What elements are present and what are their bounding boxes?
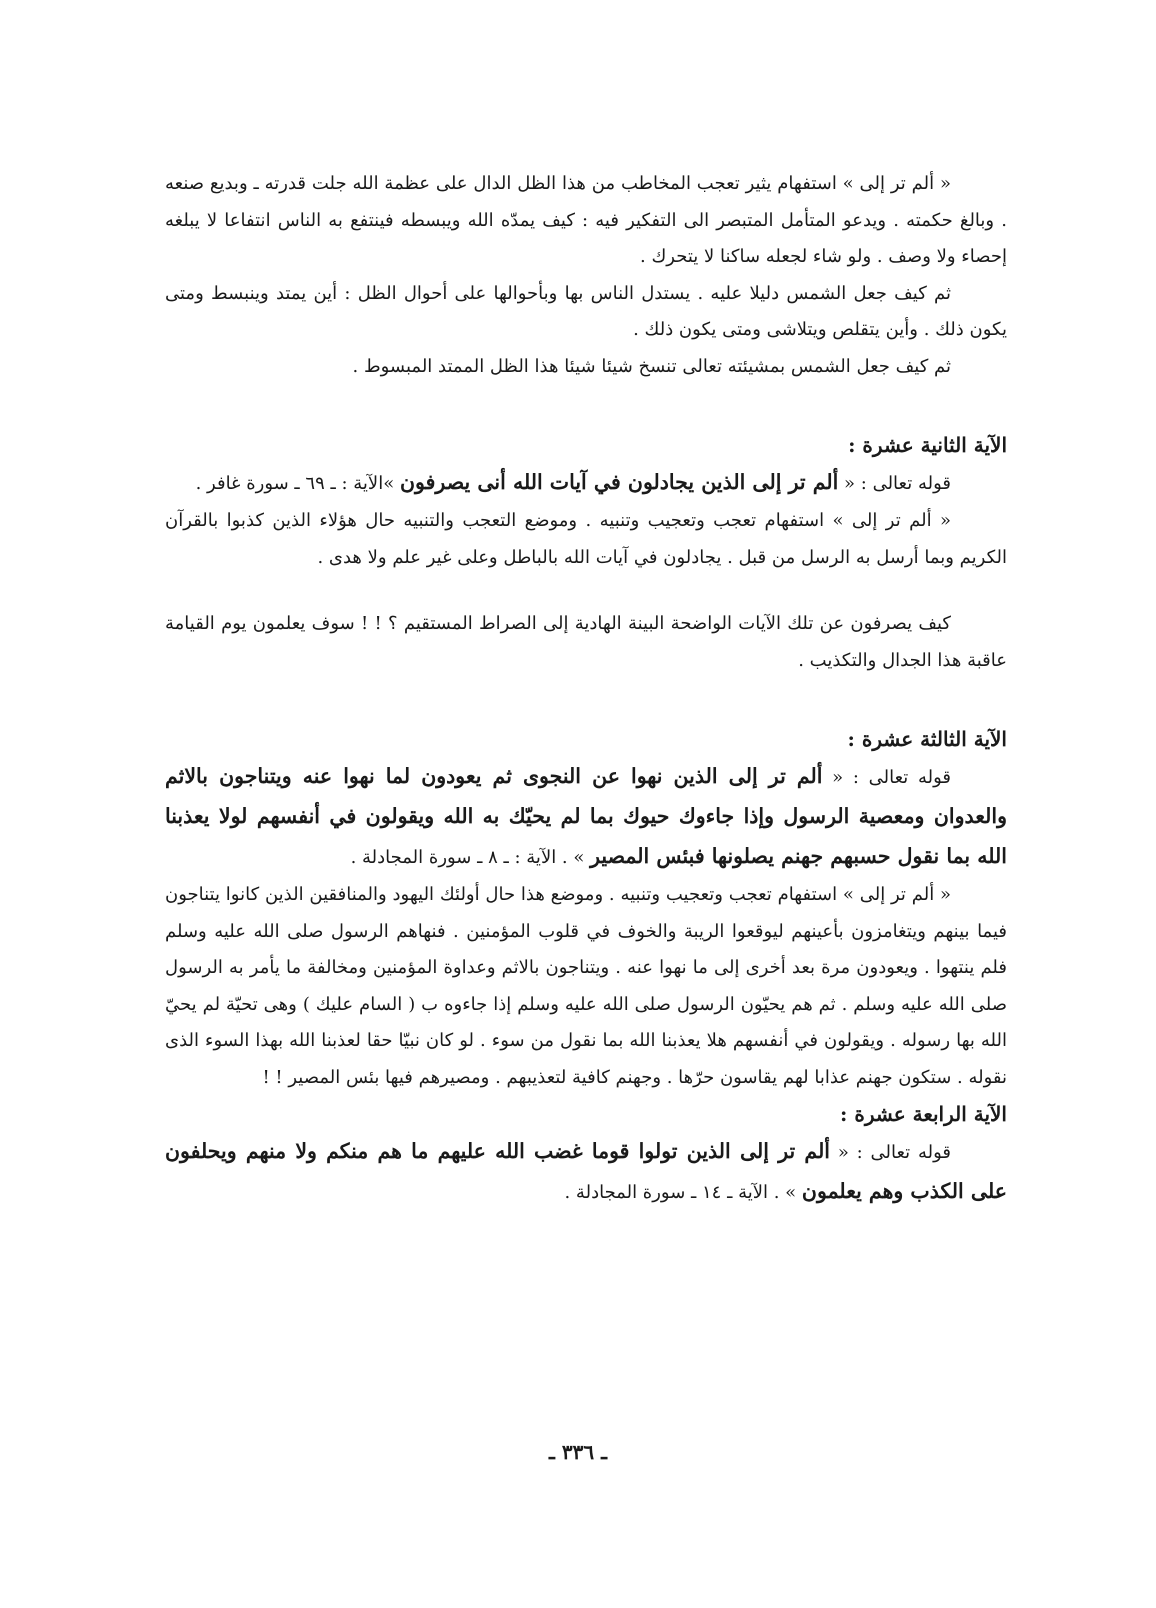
- section-spacer: [165, 385, 1007, 427]
- verse-13-citation: [165, 757, 1007, 877]
- section-spacer: [165, 679, 1007, 721]
- intro-paragraph-2: ثم كيف جعل الشمس دليلا عليه . يستدل الناس بها وبأحوالها على أحوال الظل : أين يمتد وينبسط ومتى يكون ذلك . وأين يتقلص ويتلاشى ومتى يكون ذلك .: [165, 282, 1007, 340]
- verse-14-lead: قوله تعالى : «: [837, 1142, 951, 1163]
- page-number: ـ ٣٣٦ ـ: [549, 1440, 607, 1464]
- intro-paragraph-1: « ألم تر إلى » استفهام يثير تعجب المخاطب من هذا الظل الدال على عظمة الله جلت قدرته ـ وبديع صنعه . وبالغ حكمته . ويدعو المتأمل المتبصر الى التفكير فيه : كيف يمدّه الله ويبسطه فينتفع به الناس انتفاعا لا يبلغه إحصاء ولا وصف . ولو شاء لجعله ساكنا لا يتحرك .: [165, 173, 1007, 267]
- verse-14-quote: ألم تر إلى الذين تولوا قوما غضب الله عليهم ما هم منكم ولا منهم ويحلفون على الكذب وهم يعلمون: [165, 1139, 1007, 1203]
- verse-13-heading: الآية الثالثة عشرة :: [847, 727, 1007, 751]
- verse-13-lead: قوله تعالى : «: [832, 767, 951, 788]
- paragraph-spacer: [165, 576, 1007, 606]
- page-body: [165, 166, 1007, 1212]
- verse-12-lead: قوله تعالى : «: [844, 473, 951, 494]
- verse-12-heading: الآية الثانية عشرة :: [848, 433, 1007, 457]
- intro-paragraph-3: ثم كيف جعل الشمس بمشيئته تعالى تنسخ شيئا شيئا هذا الظل الممتد المبسوط .: [352, 355, 951, 377]
- verse-14-reference: » . الآية ـ ١٤ ـ سورة المجادلة .: [564, 1182, 797, 1203]
- verse-12-paragraph-2: كيف يصرفون عن تلك الآيات الواضحة البينة الهادية إلى الصراط المستقيم ؟ ! ! سوف يعلمون يوم القيامة عاقبة هذا الجدال والتكذيب .: [165, 613, 1007, 671]
- verse-12-citation: [165, 463, 1007, 503]
- verse-12-quote: ألم تر إلى الذين يجادلون في آيات الله أنى يصرفون: [399, 470, 839, 494]
- verse-13-quote: ألم تر إلى الذين نهوا عن النجوى ثم يعودون لما نهوا عنه ويتناجون بالاثم والعدوان ومعصية الرسول وإذا جاءوك حيوك بما لم يحيّك به الله ويقولون في أنفسهم لولا يعذبنا الله بما نقول حسبهم جهنم يصلونها فبئس المصير: [165, 764, 1007, 868]
- verse-14-citation: [165, 1132, 1007, 1212]
- verse-14-heading: الآية الرابعة عشرة :: [840, 1102, 1007, 1126]
- verse-13-paragraph-1: « ألم تر إلى » استفهام تعجب وتعجيب وتنبيه . وموضع هذا حال أولئك اليهود والمنافقين الذين كانوا يتناجون فيما بينهم ويتغامزون بأعينهم ليوقعوا الريبة والخوف في قلوب المؤمنين . فنهاهم الرسول صلى الله عليه وسلم فلم ينتهوا . ويعودون مرة بعد أخرى إلى ما نهوا عنه . ويتناجون بالاثم وعداوة المؤمنين ومخالفة ما يأمر به الرسول صلى الله عليه وسلم . ثم هم يحيّون الرسول صلى الله عليه وسلم إذا جاءوه ب ( السام عليك ) وهى تحيّة لم يحيّ الله بها رسوله . ويقولون في أنفسهم هلا يعذبنا الله بما نقول من سوء . لو كان نبيّا حقا لعذبنا الله بهذا السوء الذى نقوله . ستكون جهنم عذابا لهم يقاسون حرّها . وجهنم كافية لتعذيبهم . ومصيرهم فيها بئس المصير ! !: [165, 884, 1007, 1088]
- verse-13-reference: » . الآية : ـ ٨ ـ سورة المجادلة .: [350, 847, 585, 868]
- verse-12-reference: »الآية : ـ ٦٩ ـ سورة غافر .: [195, 473, 395, 494]
- verse-12-paragraph-1: « ألم تر إلى » استفهام تعجب وتعجيب وتنبيه . وموضع التعجب والتنبيه حال هؤلاء الذين كذبوا بالقرآن الكريم وبما أرسل به الرسل من قبل . يجادلون في آيات الله بالباطل وعلى غير علم ولا هدى .: [165, 510, 1007, 568]
